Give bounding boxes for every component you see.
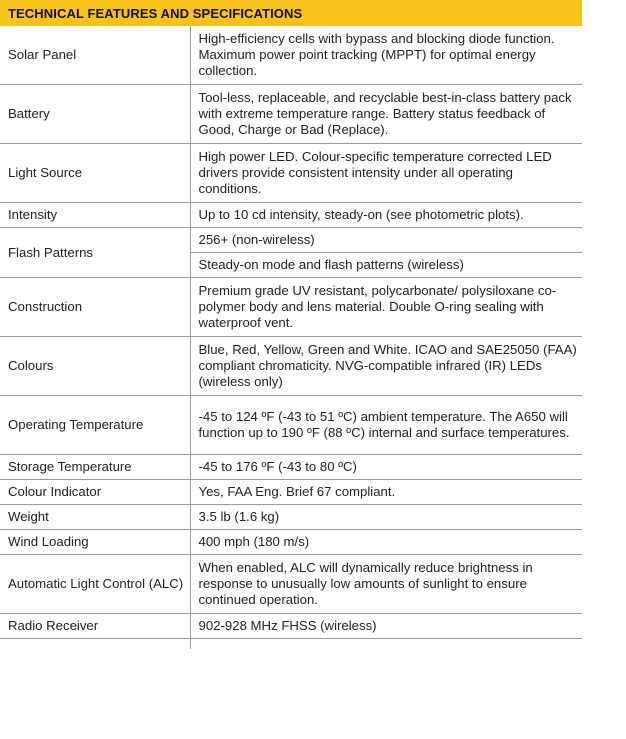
row-value: Blue, Red, Yellow, Green and White. ICAO and SAE25050 (FAA) compliant chromaticity. NVG-compatible infrared (IR) LEDs (wireless only): [190, 337, 582, 396]
row-label: Light Source: [0, 144, 190, 203]
row-value: 3.5 lb (1.6 kg): [190, 505, 582, 530]
row-value: Up to 10 cd intensity, steady-on (see photometric plots).: [190, 203, 582, 228]
spec-table-title: TECHNICAL FEATURES AND SPECIFICATIONS: [8, 5, 303, 21]
row-label: Intensity: [0, 203, 190, 228]
table-row: [0, 337, 582, 396]
row-label: Flash Patterns: [0, 228, 190, 278]
row-value: When enabled, ALC will dynamically reduce brightness in response to unusually low amounts of sunlight to ensure continued operation.: [190, 555, 582, 614]
row-value: High-efficiency cells with bypass and blocking diode function. Maximum power point tracking (MPPT) for optimal energy collection.: [190, 26, 582, 85]
row-value: Premium grade UV resistant, polycarbonate/ polysiloxane co-polymer body and lens material. Double O-ring sealing with waterproof vent.: [190, 278, 582, 337]
row-label: Construction: [0, 278, 190, 337]
table-row: [0, 85, 582, 144]
row-value: -45 to 176 ºF (-43 to 80 ºC): [190, 455, 582, 480]
spec-table-header: [0, 0, 582, 26]
row-value-empty: [190, 639, 582, 650]
table-row: [0, 228, 582, 253]
table-row: [0, 144, 582, 203]
row-value: -45 to 124 ºF (-43 to 51 ºC) ambient temperature. The A650 will function up to 190 ºF (88 ºC) internal and surface temperatures.: [190, 396, 582, 455]
row-value: 256+ (non-wireless): [190, 228, 582, 253]
row-label: Wind Loading: [0, 530, 190, 555]
row-value: 400 mph (180 m/s): [190, 530, 582, 555]
table-row: [0, 396, 582, 455]
row-value: Yes, FAA Eng. Brief 67 compliant.: [190, 480, 582, 505]
row-label: Colours: [0, 337, 190, 396]
row-label: Battery: [0, 85, 190, 144]
table-row: [0, 455, 582, 480]
table-row: [0, 505, 582, 530]
row-value: Steady-on mode and flash patterns (wireless): [190, 253, 582, 278]
table-row: [0, 278, 582, 337]
table-row-partial: [0, 639, 582, 650]
row-label-empty: [0, 639, 190, 650]
spec-table: [0, 26, 582, 649]
row-label: Radio Receiver: [0, 614, 190, 639]
row-value: 902-928 MHz FHSS (wireless): [190, 614, 582, 639]
row-label: Solar Panel: [0, 26, 190, 85]
row-label: Automatic Light Control (ALC): [0, 555, 190, 614]
row-value: Tool-less, replaceable, and recyclable best-in-class battery pack with extreme temperature range. Battery status feedback of Good, Charge or Bad (Replace).: [190, 85, 582, 144]
table-row: [0, 555, 582, 614]
row-value: High power LED. Colour-specific temperature corrected LED drivers provide consistent intensity under all operating conditions.: [190, 144, 582, 203]
row-label: Operating Temperature: [0, 396, 190, 455]
row-label: Storage Temperature: [0, 455, 190, 480]
table-row: [0, 26, 582, 85]
row-label: Weight: [0, 505, 190, 530]
table-row: [0, 203, 582, 228]
table-row: [0, 530, 582, 555]
row-label: Colour Indicator: [0, 480, 190, 505]
table-row: [0, 480, 582, 505]
table-row: [0, 614, 582, 639]
